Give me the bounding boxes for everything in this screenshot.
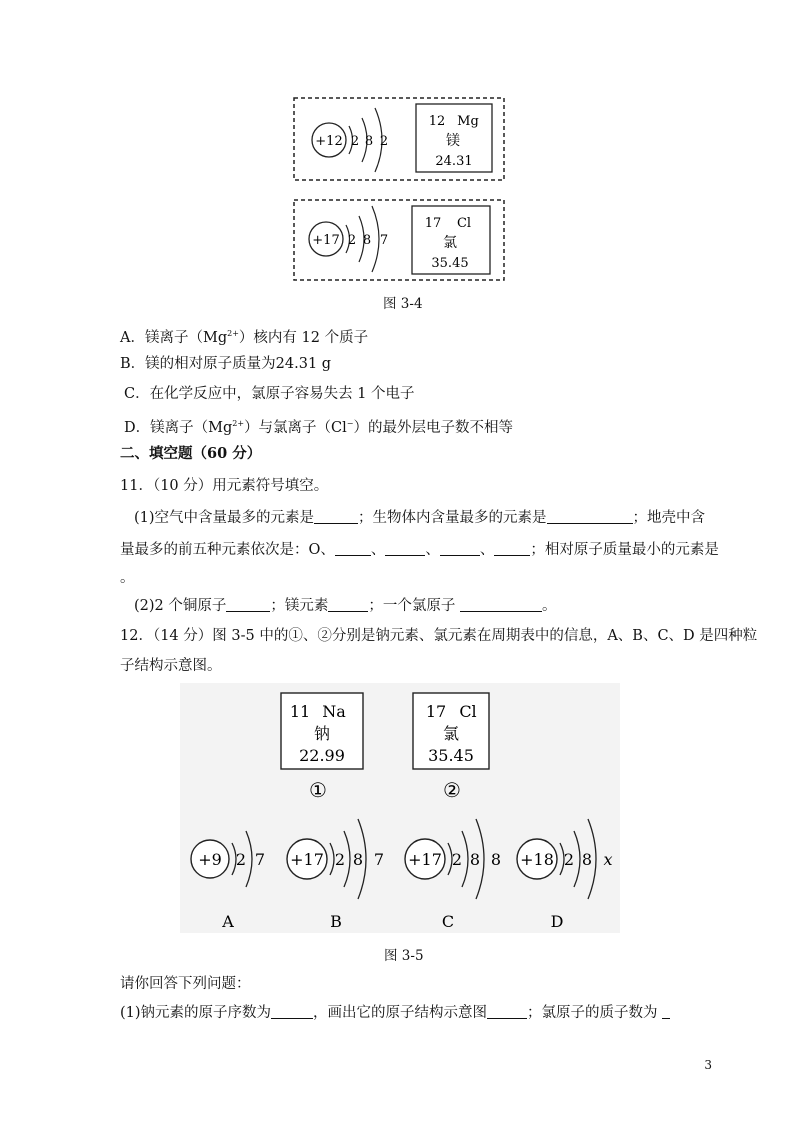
na-name: 钠 — [313, 724, 331, 743]
na-card-label: ① — [309, 778, 327, 802]
particle-b-shell-1: 2 — [334, 850, 346, 869]
particle-d-shell-3: x — [603, 850, 613, 869]
particle-b-shell-3: 7 — [373, 850, 385, 869]
particle-d-label: D — [550, 912, 564, 931]
cl2-mass: 35.45 — [428, 746, 474, 765]
figure-3-4-caption: 图 3-4 — [383, 296, 423, 312]
particle-c-shell-3: 8 — [490, 850, 502, 869]
blank-crust-3[interactable] — [385, 541, 425, 556]
cl2-name: 氯 — [442, 724, 460, 743]
option-d: D．镁离子$(Mg^{2+})$与氯离子（Cl−）的最外层电子数不相等 — [124, 419, 513, 436]
na-mass: 22.99 — [299, 746, 345, 765]
mg-symbol: Mg — [457, 114, 479, 129]
particle-b-nucleus: +17 — [290, 850, 324, 869]
particle-b-shell-2: 8 — [352, 850, 364, 869]
particle-c-nucleus: +17 — [408, 850, 442, 869]
particle-b — [287, 819, 384, 931]
na-symbol: Na — [322, 702, 346, 721]
cl-shell-1: 2 — [347, 233, 357, 248]
blank-most-in-organism[interactable] — [547, 509, 633, 524]
figure-3-4-drawing — [292, 96, 506, 286]
particle-d — [517, 819, 613, 931]
particle-c-shell-2: 8 — [469, 850, 481, 869]
q12-part1: (1)钠元素的原子序数为 ，画出它的原子结构示意图 ；氯原子的质子数为 — [120, 1003, 670, 1023]
particle-a-shell-1: 2 — [235, 850, 247, 869]
blank-crust-5[interactable] — [494, 541, 530, 556]
cl-atomic-number: 17 — [424, 216, 442, 231]
particle-c-label: C — [441, 912, 455, 931]
mg-nucleus-charge: +12 — [315, 134, 343, 149]
blank-crust-4[interactable] — [440, 541, 480, 556]
cl-symbol: Cl — [456, 216, 472, 231]
q12-stem-line2: 子结构示意图。 — [120, 658, 222, 674]
blank-cl-proton-count[interactable] — [662, 1004, 670, 1019]
q12-stem-line1: 12．（14 分）图 3-5 中的①、②分别是钠元素、氯元素在周期表中的信息，A、B、C、D 是四种粒 — [120, 628, 758, 644]
cl-card-label: ② — [443, 778, 461, 802]
mg-shell-1: 2 — [350, 134, 360, 149]
option-c: C．在化学反应中，氯原子容易失去 1 个电子 — [124, 386, 415, 402]
cl-shell-3: 7 — [379, 233, 389, 248]
particle-a — [191, 831, 265, 931]
particle-a-nucleus: +9 — [198, 850, 222, 869]
particle-a-label: A — [222, 912, 234, 931]
q11-part1-line2: 量最多的前五种元素依次是：O、 、 、 、 ；相对原子质量最小的元素是 — [120, 542, 719, 558]
figure-3-4 — [292, 96, 506, 286]
particle-c — [405, 819, 501, 931]
figure-3-5-caption: 图 3-5 — [384, 948, 424, 964]
particle-d-shell-2: 8 — [581, 850, 593, 869]
cl-shell-2: 8 — [362, 233, 372, 248]
blank-na-structure-diagram[interactable] — [487, 1004, 527, 1019]
q11-part2: (2)2 个铜原子 ；镁元素 ；一个氯原子 。 — [134, 598, 557, 614]
cl2-atomic-number: 17 — [425, 702, 447, 721]
figure-3-5-drawing — [180, 683, 620, 933]
blank-two-copper-atoms[interactable] — [226, 597, 270, 612]
blank-magnesium-element[interactable] — [328, 597, 368, 612]
q11-part1-line1: (1)空气中含量最多的元素是 ；生物体内含量最多的元素是 ；地壳中含 — [134, 510, 706, 526]
page-number: 3 — [704, 1058, 712, 1072]
mg-shell-3: 2 — [379, 134, 389, 149]
blank-na-atomic-number[interactable] — [271, 1004, 313, 1019]
q11-stem: 11．（10 分）用元素符号填空。 — [120, 478, 329, 494]
cl-name: 氯 — [443, 235, 457, 251]
particle-a-shell-2: 7 — [254, 850, 266, 869]
q12-prompt: 请你回答下列问题： — [120, 976, 251, 992]
blank-one-chlorine-atom[interactable] — [460, 597, 542, 612]
option-b: B．镁的相对原子质量为24.31 g — [120, 356, 332, 372]
mg-mass: 24.31 — [435, 154, 473, 169]
particle-d-shell-1: 2 — [563, 850, 575, 869]
blank-most-in-air[interactable] — [314, 509, 358, 524]
option-a: A．镁离子$(Mg^{2+})$核内有 12 个质子 — [120, 329, 369, 346]
mg-shell-2: 8 — [364, 134, 374, 149]
mg-atomic-number: 12 — [428, 114, 446, 129]
q11-part1-line3: 。 — [120, 570, 135, 586]
blank-crust-2[interactable] — [335, 541, 371, 556]
particle-d-nucleus: +18 — [520, 850, 554, 869]
cl2-symbol: Cl — [459, 702, 477, 721]
particle-b-label: B — [330, 912, 342, 931]
cl-nucleus-charge: +17 — [312, 233, 340, 248]
mg-name: 镁 — [446, 133, 460, 149]
na-atomic-number: 11 — [289, 702, 311, 721]
section-2-title: 二、填空题（60 分） — [120, 445, 262, 462]
figure-3-5 — [180, 683, 620, 933]
cl-mass: 35.45 — [431, 256, 469, 271]
particle-c-shell-1: 2 — [451, 850, 463, 869]
